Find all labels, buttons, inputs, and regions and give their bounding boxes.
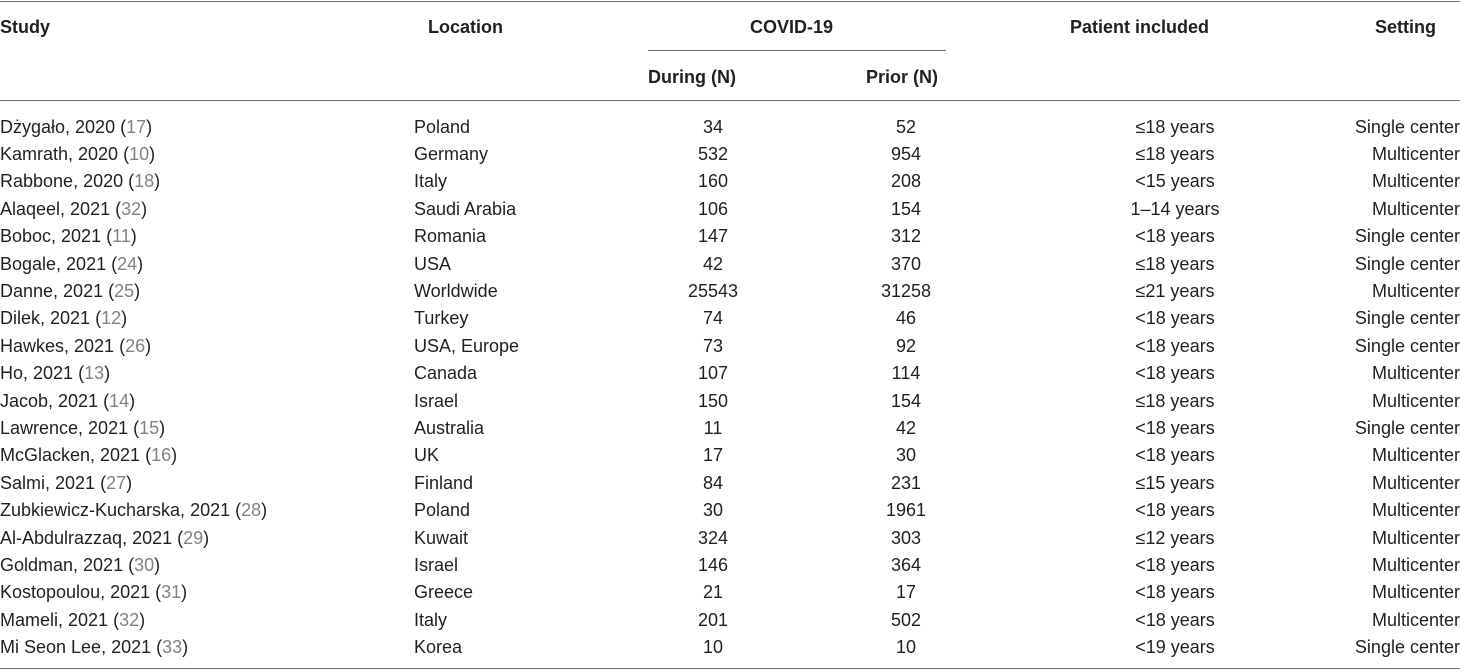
study-name: Alaqeel, 2021 xyxy=(0,198,111,219)
header-setting: Setting xyxy=(1375,17,1436,37)
cell-patient-included: <18 years xyxy=(1135,417,1215,438)
study-name: Lawrence, 2021 xyxy=(0,417,129,438)
study-name: Boboc, 2021 xyxy=(0,226,102,247)
study-name: Kostopoulou, 2021 xyxy=(0,582,151,603)
study-name: Zubkiewicz-Kucharska, 2021 xyxy=(0,500,231,521)
cell-location: Israel xyxy=(414,390,459,411)
table-row xyxy=(0,332,1460,359)
table-row xyxy=(0,442,1460,469)
cell-prior: 114 xyxy=(891,363,921,384)
reference-number: 12 xyxy=(101,308,122,329)
cell-location: Poland xyxy=(414,500,471,521)
study-name: Mi Seon Lee, 2021 xyxy=(0,637,152,658)
study-name: Hawkes, 2021 xyxy=(0,335,115,356)
study-name: McGlacken, 2021 xyxy=(0,445,141,466)
cell-patient-included: ≤18 years xyxy=(1135,144,1215,165)
cell-location: Greece xyxy=(414,582,474,603)
cell-study: Boboc, 2021 (11) xyxy=(0,226,137,247)
cell-prior: 46 xyxy=(895,308,917,329)
cell-prior: 154 xyxy=(890,390,922,411)
top-rule xyxy=(0,1,1460,2)
header-patient: Patient included xyxy=(1070,17,1210,37)
header-during: During (N) xyxy=(648,67,736,87)
study-name: Bogale, 2021 xyxy=(0,253,107,274)
cell-location: USA xyxy=(414,253,452,274)
cell-during: 25543 xyxy=(687,281,739,302)
cell-study: Danne, 2021 (25) xyxy=(0,281,141,302)
reference-number: 27 xyxy=(106,472,127,493)
cell-study: Salmi, 2021 (27) xyxy=(0,472,133,493)
reference-number: 16 xyxy=(151,445,172,466)
header-rule xyxy=(0,100,1460,101)
cell-during: 324 xyxy=(697,527,729,548)
table-row xyxy=(0,414,1460,441)
cell-location: Turkey xyxy=(414,308,469,329)
study-name: Danne, 2021 xyxy=(0,281,104,302)
cell-location: Canada xyxy=(414,363,478,384)
cell-study: Bogale, 2021 (24) xyxy=(0,253,144,274)
cell-setting: Multicenter xyxy=(1371,390,1460,411)
cell-prior: 364 xyxy=(890,554,922,575)
cell-location: Worldwide xyxy=(414,281,498,302)
header-study: Study xyxy=(0,17,51,37)
cell-patient-included: <18 years xyxy=(1135,308,1215,329)
cell-patient-included: ≤18 years xyxy=(1135,116,1215,137)
cell-during: 74 xyxy=(702,308,724,329)
table-row xyxy=(0,168,1460,195)
reference-number: 32 xyxy=(119,609,140,630)
reference-number: 15 xyxy=(139,417,160,438)
table-row xyxy=(0,469,1460,496)
cell-study: Mameli, 2021 (32) xyxy=(0,609,146,630)
cell-location: Kuwait xyxy=(414,527,469,548)
table-body xyxy=(0,113,1460,661)
cell-location: Italy xyxy=(414,171,448,192)
cell-prior: 954 xyxy=(890,144,922,165)
reference-number: 32 xyxy=(121,198,142,219)
cell-during: 201 xyxy=(697,609,729,630)
study-name: Rabbone, 2020 xyxy=(0,171,124,192)
cell-during: 532 xyxy=(697,144,729,165)
cell-prior: 31258 xyxy=(880,281,932,302)
cell-patient-included: <18 years xyxy=(1135,554,1215,575)
reference-number: 11 xyxy=(112,226,131,247)
cell-patient-included: <18 years xyxy=(1135,609,1215,630)
table-row xyxy=(0,551,1460,578)
cell-location: Israel xyxy=(414,554,459,575)
cell-study: Kamrath, 2020 (10) xyxy=(0,144,156,165)
cell-setting: Multicenter xyxy=(1371,582,1460,603)
cell-setting: Multicenter xyxy=(1371,171,1460,192)
cell-during: 106 xyxy=(697,198,729,219)
cell-prior: 10 xyxy=(895,637,917,658)
cell-during: 107 xyxy=(697,363,729,384)
cell-during: 150 xyxy=(697,390,729,411)
cell-during: 160 xyxy=(697,171,729,192)
reference-number: 29 xyxy=(183,527,204,548)
table-row xyxy=(0,140,1460,167)
cell-during: 84 xyxy=(702,472,724,493)
reference-number: 26 xyxy=(125,335,146,356)
cell-prior: 42 xyxy=(895,417,917,438)
cell-prior: 370 xyxy=(890,253,922,274)
cell-during: 21 xyxy=(702,582,724,603)
cell-prior: 52 xyxy=(895,116,917,137)
cell-setting: Multicenter xyxy=(1371,609,1460,630)
header-covid: COVID-19 xyxy=(750,17,834,37)
table-row xyxy=(0,250,1460,277)
cell-location: Germany xyxy=(414,144,489,165)
reference-number: 31 xyxy=(161,582,182,603)
cell-setting: Multicenter xyxy=(1371,500,1460,521)
cell-study: Alaqeel, 2021 (32) xyxy=(0,198,148,219)
study-name: Goldman, 2021 xyxy=(0,554,124,575)
bottom-rule xyxy=(0,668,1460,669)
cell-patient-included: <15 years xyxy=(1135,171,1215,192)
reference-number: 30 xyxy=(134,554,155,575)
cell-location: Korea xyxy=(414,637,463,658)
study-name: Salmi, 2021 xyxy=(0,472,96,493)
header-location: Location xyxy=(428,17,503,37)
table-row xyxy=(0,223,1460,250)
cell-prior: 208 xyxy=(890,171,922,192)
cell-setting: Multicenter xyxy=(1371,363,1460,384)
table-row xyxy=(0,277,1460,304)
cell-patient-included: ≤18 years xyxy=(1135,253,1215,274)
cell-setting: Single center xyxy=(1354,116,1460,137)
table-row xyxy=(0,113,1460,140)
cell-during: 146 xyxy=(697,554,729,575)
table-row xyxy=(0,524,1460,551)
cell-setting: Multicenter xyxy=(1371,198,1460,219)
header-prior: Prior (N) xyxy=(866,67,938,87)
cell-prior: 154 xyxy=(890,198,922,219)
cell-location: USA, Europe xyxy=(414,335,520,356)
cell-during: 10 xyxy=(702,637,724,658)
cell-prior: 92 xyxy=(895,335,917,356)
cell-location: Finland xyxy=(414,472,474,493)
cell-during: 147 xyxy=(697,226,729,247)
cell-setting: Multicenter xyxy=(1371,472,1460,493)
reference-number: 25 xyxy=(114,281,135,302)
cell-setting: Single center xyxy=(1354,637,1460,658)
cell-patient-included: ≤21 years xyxy=(1135,281,1215,302)
reference-number: 24 xyxy=(117,253,138,274)
cell-during: 17 xyxy=(702,445,724,466)
cell-study: McGlacken, 2021 (16) xyxy=(0,445,178,466)
cell-setting: Multicenter xyxy=(1371,527,1460,548)
cell-location: Italy xyxy=(414,609,448,630)
table-row xyxy=(0,387,1460,414)
cell-patient-included: <18 years xyxy=(1135,582,1215,603)
reference-number: 14 xyxy=(109,390,130,411)
cell-setting: Single center xyxy=(1354,253,1460,274)
cell-prior: 502 xyxy=(890,609,922,630)
cell-study: Mi Seon Lee, 2021 (33) xyxy=(0,637,189,658)
cell-study: Al-Abdulrazzaq, 2021 (29) xyxy=(0,527,210,548)
cell-setting: Single center xyxy=(1354,308,1460,329)
table-row xyxy=(0,579,1460,606)
study-name: Jacob, 2021 xyxy=(0,390,99,411)
cell-prior: 17 xyxy=(895,582,917,603)
cell-study: Ho, 2021 (13) xyxy=(0,363,111,384)
cell-study: Dżygało, 2020 (17) xyxy=(0,116,153,137)
cell-patient-included: ≤18 years xyxy=(1135,390,1215,411)
cell-location: Poland xyxy=(414,116,471,137)
cell-during: 11 xyxy=(703,417,723,438)
cell-during: 42 xyxy=(702,253,724,274)
cell-patient-included: <18 years xyxy=(1135,335,1215,356)
cell-setting: Multicenter xyxy=(1371,144,1460,165)
study-name: Dżygało, 2020 xyxy=(0,116,116,137)
cell-patient-included: 1–14 years xyxy=(1130,198,1220,219)
reference-number: 33 xyxy=(162,637,183,658)
study-name: Ho, 2021 xyxy=(0,363,74,384)
study-name: Kamrath, 2020 xyxy=(0,144,119,165)
table-row xyxy=(0,360,1460,387)
cell-study: Hawkes, 2021 (26) xyxy=(0,335,152,356)
cell-location: Romania xyxy=(414,226,487,247)
cell-study: Goldman, 2021 (30) xyxy=(0,554,161,575)
study-name: Al-Abdulrazzaq, 2021 xyxy=(0,527,173,548)
reference-number: 18 xyxy=(134,171,155,192)
study-name: Dilek, 2021 xyxy=(0,308,91,329)
cell-patient-included: <18 years xyxy=(1135,500,1215,521)
covid-subheader-rule xyxy=(648,50,946,51)
cell-during: 73 xyxy=(702,335,724,356)
table-row xyxy=(0,496,1460,523)
table-row xyxy=(0,195,1460,222)
study-name: Mameli, 2021 xyxy=(0,609,109,630)
cell-setting: Multicenter xyxy=(1371,554,1460,575)
cell-setting: Single center xyxy=(1354,417,1460,438)
cell-study: Rabbone, 2020 (18) xyxy=(0,171,161,192)
cell-during: 30 xyxy=(702,500,724,521)
reference-number: 17 xyxy=(126,116,147,137)
cell-patient-included: ≤15 years xyxy=(1135,472,1215,493)
table-row xyxy=(0,633,1460,660)
reference-number: 28 xyxy=(241,500,262,521)
cell-study: Kostopoulou, 2021 (31) xyxy=(0,582,188,603)
reference-number: 13 xyxy=(84,363,105,384)
cell-patient-included: <19 years xyxy=(1135,637,1215,658)
table-row xyxy=(0,305,1460,332)
cell-prior: 312 xyxy=(890,226,922,247)
cell-location: Australia xyxy=(414,417,485,438)
cell-prior: 30 xyxy=(895,445,917,466)
table-row xyxy=(0,606,1460,633)
cell-location: Saudi Arabia xyxy=(414,198,517,219)
reference-number: 10 xyxy=(129,144,150,165)
cell-setting: Single center xyxy=(1354,226,1460,247)
cell-study: Dilek, 2021 (12) xyxy=(0,308,128,329)
cell-patient-included: ≤12 years xyxy=(1135,527,1215,548)
cell-study: Zubkiewicz-Kucharska, 2021 (28) xyxy=(0,500,268,521)
cell-prior: 303 xyxy=(890,527,922,548)
cell-location: UK xyxy=(414,445,440,466)
cell-study: Jacob, 2021 (14) xyxy=(0,390,136,411)
cell-patient-included: <18 years xyxy=(1135,445,1215,466)
cell-patient-included: <18 years xyxy=(1135,226,1215,247)
cell-patient-included: <18 years xyxy=(1135,363,1215,384)
cell-prior: 1961 xyxy=(885,500,927,521)
cell-setting: Single center xyxy=(1354,335,1460,356)
cell-setting: Multicenter xyxy=(1371,281,1460,302)
cell-setting: Multicenter xyxy=(1371,445,1460,466)
cell-during: 34 xyxy=(702,116,724,137)
cell-study: Lawrence, 2021 (15) xyxy=(0,417,166,438)
cell-prior: 231 xyxy=(890,472,922,493)
